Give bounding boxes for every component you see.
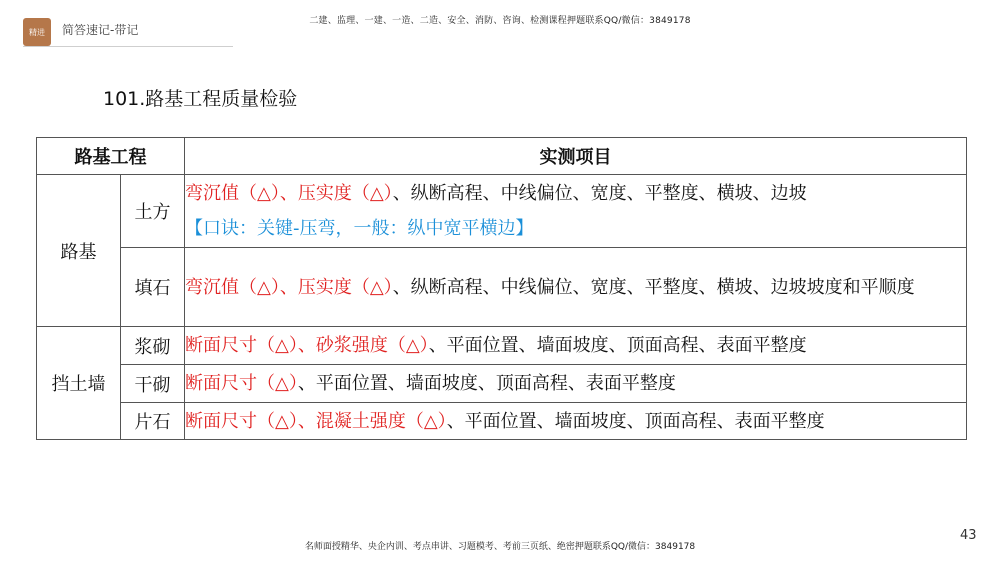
brand-divider [23, 46, 233, 47]
row-items-mortar-masonry [185, 327, 967, 365]
header-measured-items: 实测项目 [185, 138, 967, 175]
table-row [37, 327, 967, 365]
group-subgrade: 路基 [37, 175, 121, 327]
row-items-rockfill [185, 248, 967, 327]
general-items: 、平面位置、墙面坡度、顶面高程、表面平整度 [446, 410, 825, 432]
inspection-table [36, 137, 967, 440]
logo-text: 精进 [29, 27, 45, 37]
page-number: 43 [960, 528, 977, 543]
row-label-mortar-masonry: 浆砌 [121, 327, 185, 365]
key-items: 断面尺寸（△） [185, 373, 298, 394]
general-items: 、平面位置、墙面坡度、顶面高程、表面平整度 [428, 335, 807, 356]
table-row [37, 175, 967, 248]
row-label-dry-masonry: 干砌 [121, 365, 185, 403]
page-title: 101.路基工程质量检验 [103, 88, 298, 110]
row-label-rockfill: 填石 [121, 248, 185, 327]
brand-logo [23, 18, 51, 46]
row-label-rubble-stone: 片石 [121, 403, 185, 440]
row-label-earthwork: 土方 [121, 175, 185, 248]
group-retaining-wall: 挡土墙 [37, 327, 121, 440]
brand-name: 简答速记-带记 [62, 23, 139, 37]
row-items-earthwork [185, 175, 967, 248]
general-items: 、平面位置、墙面坡度、顶面高程、表面平整度 [297, 373, 676, 394]
mnemonic: 【口诀：关键-压弯，一般：纵中宽平横边】 [185, 218, 534, 239]
key-items: 断面尺寸（△）、砂浆强度（△） [185, 335, 429, 356]
key-items: 弯沉值（△）、压实度（△） [185, 276, 393, 298]
key-items: 断面尺寸（△）、混凝土强度（△） [185, 410, 447, 432]
top-banner: 二建、监理、一建、一造、二造、安全、消防、咨询、检测课程押题联系QQ/微信：3849178 [309, 16, 691, 26]
table-row [37, 365, 967, 403]
row-items-rubble-stone [185, 403, 967, 440]
key-items: 弯沉值（△）、压实度（△） [185, 183, 393, 204]
bottom-banner: 名师面授精华、央企内训、考点串讲、习题模考、考前三页纸、绝密押题联系QQ/微信：3849178 [304, 542, 696, 552]
row-items-dry-masonry [185, 365, 967, 403]
table-row [37, 248, 967, 327]
table-row [37, 403, 967, 440]
general-items: 、纵断高程、中线偏位、宽度、平整度、横坡、边坡 [392, 183, 807, 204]
table-header-row [37, 138, 967, 175]
general-items: 、纵断高程、中线偏位、宽度、平整度、横坡、边坡坡度和平顺度 [392, 276, 915, 298]
header-subgrade-works: 路基工程 [37, 138, 185, 175]
